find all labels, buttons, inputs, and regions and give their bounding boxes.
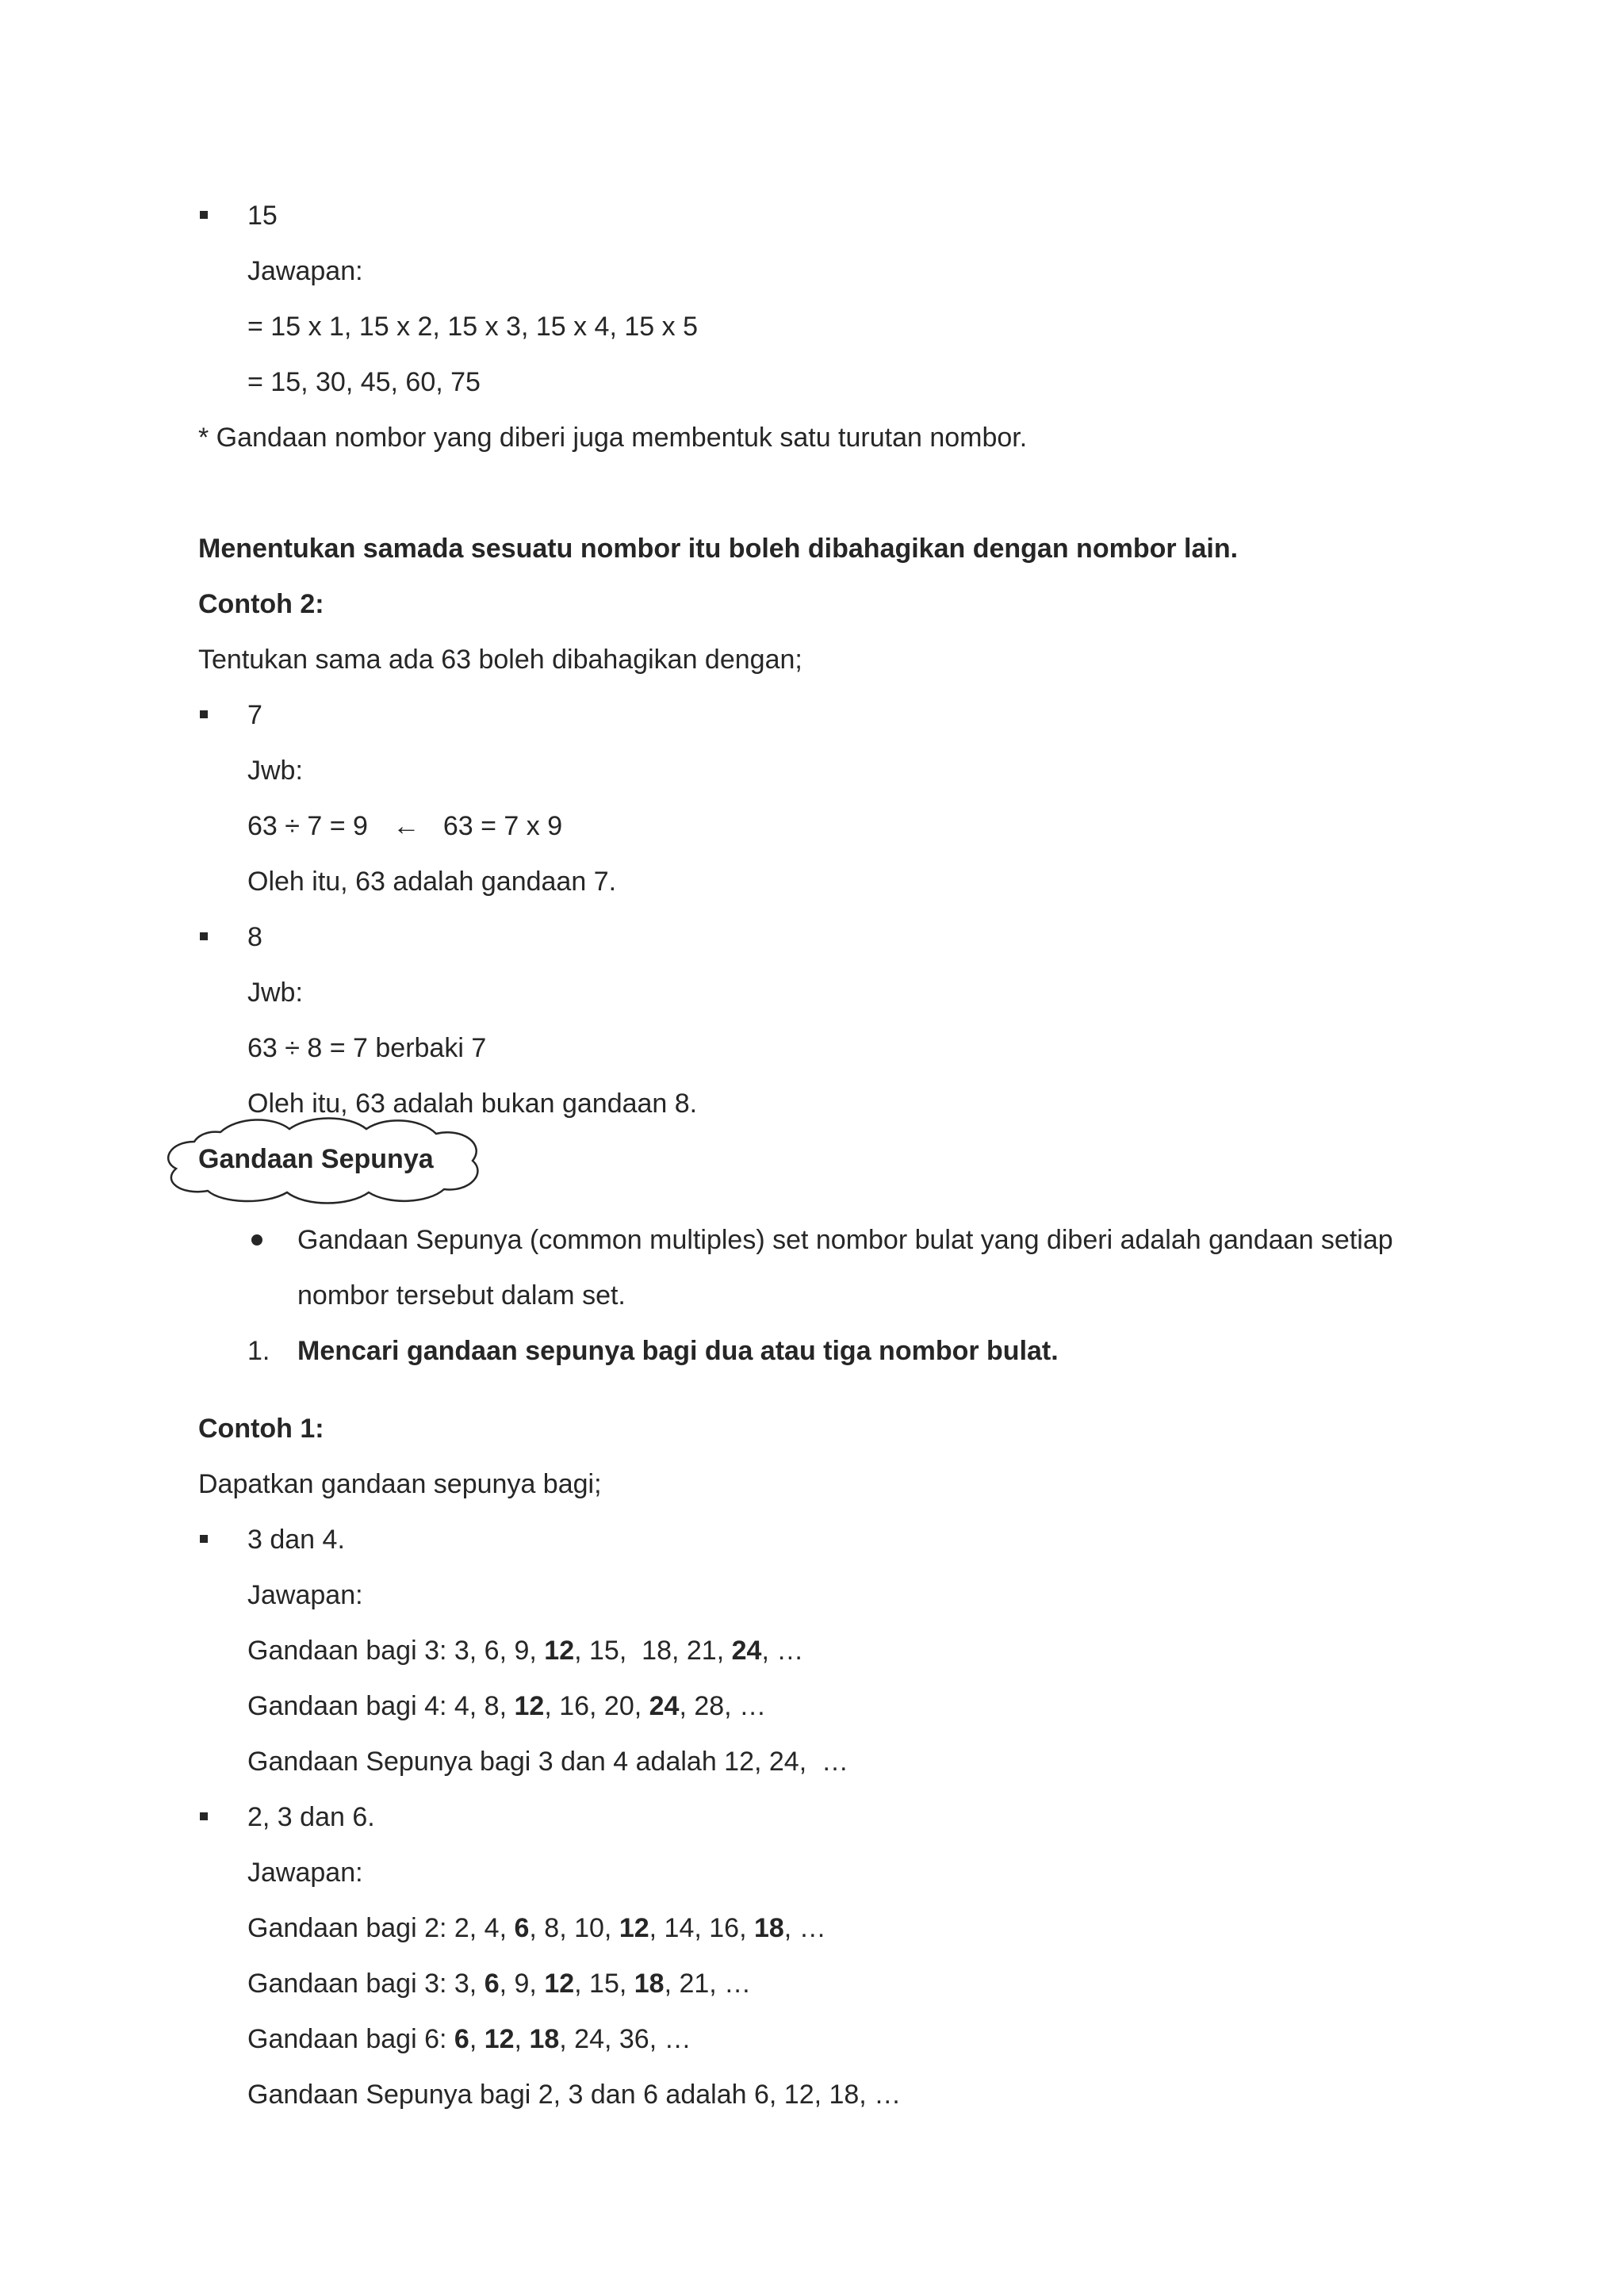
square-bullet-icon: [200, 1535, 208, 1543]
answer-label: Jwb:: [247, 756, 303, 786]
text-run: , 15,: [574, 1969, 634, 1999]
left-arrow-icon: ←: [393, 811, 420, 841]
definition-line: nombor tersebut dalam set.: [297, 1280, 626, 1311]
text-run: , 14, 16,: [649, 1913, 754, 1943]
square-bullet-icon: [200, 710, 208, 718]
square-bullet-icon: [200, 932, 208, 940]
calc-line: = 15, 30, 45, 60, 75: [247, 367, 481, 397]
multiples-line: [247, 1635, 803, 1667]
numbered-heading: Mencari gandaan sepunya bagi dua atau tiga nombor bulat.: [297, 1336, 1059, 1366]
example-intro: Tentukan sama ada 63 boleh dibahagikan dengan;: [198, 645, 802, 675]
square-bullet-icon: [200, 1812, 208, 1820]
calc-line: 63 ÷ 8 = 7 berbaki 7: [247, 1033, 487, 1063]
highlighted-value: 12: [544, 1969, 575, 1999]
list-item-label: 2, 3 dan 6.: [247, 1802, 375, 1832]
multiples-line: [247, 1690, 766, 1722]
text-run: Gandaan bagi 4: 4, 8,: [247, 1691, 515, 1721]
text-run: , 16, 20,: [544, 1691, 649, 1721]
text-run: Gandaan bagi 3: 3, 6, 9,: [247, 1636, 545, 1666]
highlighted-value: 12: [514, 1691, 545, 1721]
note-text: * Gandaan nombor yang diberi juga membentuk satu turutan nombor.: [198, 423, 1028, 453]
text-run: , …: [783, 1913, 826, 1943]
text-run: , 24, 36, …: [559, 2024, 691, 2054]
highlighted-value: 6: [484, 1969, 500, 1999]
calc-line: = 15 x 1, 15 x 2, 15 x 3, 15 x 4, 15 x 5: [247, 312, 698, 342]
highlighted-value: 18: [529, 2024, 560, 2054]
multiples-line: [247, 2023, 691, 2055]
highlighted-value: 18: [753, 1913, 784, 1943]
multiples-line: [247, 1912, 826, 1944]
text-run: , 15, 18, 21,: [574, 1636, 732, 1666]
list-number: 1.: [247, 1336, 270, 1366]
text-run: Gandaan bagi 6:: [247, 2024, 454, 2054]
highlighted-value: 12: [484, 2024, 515, 2054]
text-run: , 8, 10,: [529, 1913, 619, 1943]
list-item-number: 7: [247, 700, 262, 730]
result-line: Gandaan Sepunya bagi 3 dan 4 adalah 12, 24, …: [247, 1747, 849, 1777]
highlighted-value: 24: [649, 1691, 680, 1721]
multiples-line: [247, 1968, 751, 1999]
list-item-number: 8: [247, 922, 262, 952]
text-run: ,: [469, 2024, 485, 2054]
highlighted-value: 6: [454, 2024, 469, 2054]
highlighted-value: 6: [514, 1913, 530, 1943]
text-run: Gandaan bagi 3: 3,: [247, 1969, 485, 1999]
text-run: , 28, …: [679, 1691, 767, 1721]
calc-left: 63 ÷ 7 = 9: [247, 811, 368, 841]
text-run: ,: [514, 2024, 530, 2054]
text-run: , 21, …: [664, 1969, 752, 1999]
text-run: , …: [761, 1636, 804, 1666]
conclusion-text: Oleh itu, 63 adalah gandaan 7.: [247, 867, 617, 897]
answer-label: Jawapan:: [247, 256, 363, 286]
section-title: Gandaan Sepunya: [198, 1144, 434, 1174]
square-bullet-icon: [200, 211, 208, 219]
text-run: , 9,: [499, 1969, 545, 1999]
definition-line: Gandaan Sepunya (common multiples) set nombor bulat yang diberi adalah gandaan setiap: [297, 1225, 1393, 1255]
list-item-number: 15: [247, 201, 278, 231]
calc-line: [247, 810, 562, 842]
highlighted-value: 12: [544, 1636, 575, 1666]
example-intro: Dapatkan gandaan sepunya bagi;: [198, 1469, 602, 1499]
highlighted-value: 24: [731, 1636, 762, 1666]
answer-label: Jawapan:: [247, 1858, 363, 1888]
answer-label: Jawapan:: [247, 1580, 363, 1610]
conclusion-text: Oleh itu, 63 adalah bukan gandaan 8.: [247, 1089, 698, 1119]
section-heading: Menentukan samada sesuatu nombor itu boleh dibahagikan dengan nombor lain.: [198, 534, 1239, 564]
text-run: Gandaan bagi 2: 2, 4,: [247, 1913, 515, 1943]
example-label: Contoh 1:: [198, 1414, 324, 1444]
highlighted-value: 18: [634, 1969, 665, 1999]
calc-right: 63 = 7 x 9: [442, 811, 563, 841]
result-line: Gandaan Sepunya bagi 2, 3 dan 6 adalah 6, 12, 18, …: [247, 2080, 902, 2110]
round-bullet-icon: [251, 1234, 262, 1246]
answer-label: Jwb:: [247, 978, 303, 1008]
example-label: Contoh 2:: [198, 589, 324, 619]
list-item-label: 3 dan 4.: [247, 1525, 345, 1555]
highlighted-value: 12: [619, 1913, 649, 1943]
